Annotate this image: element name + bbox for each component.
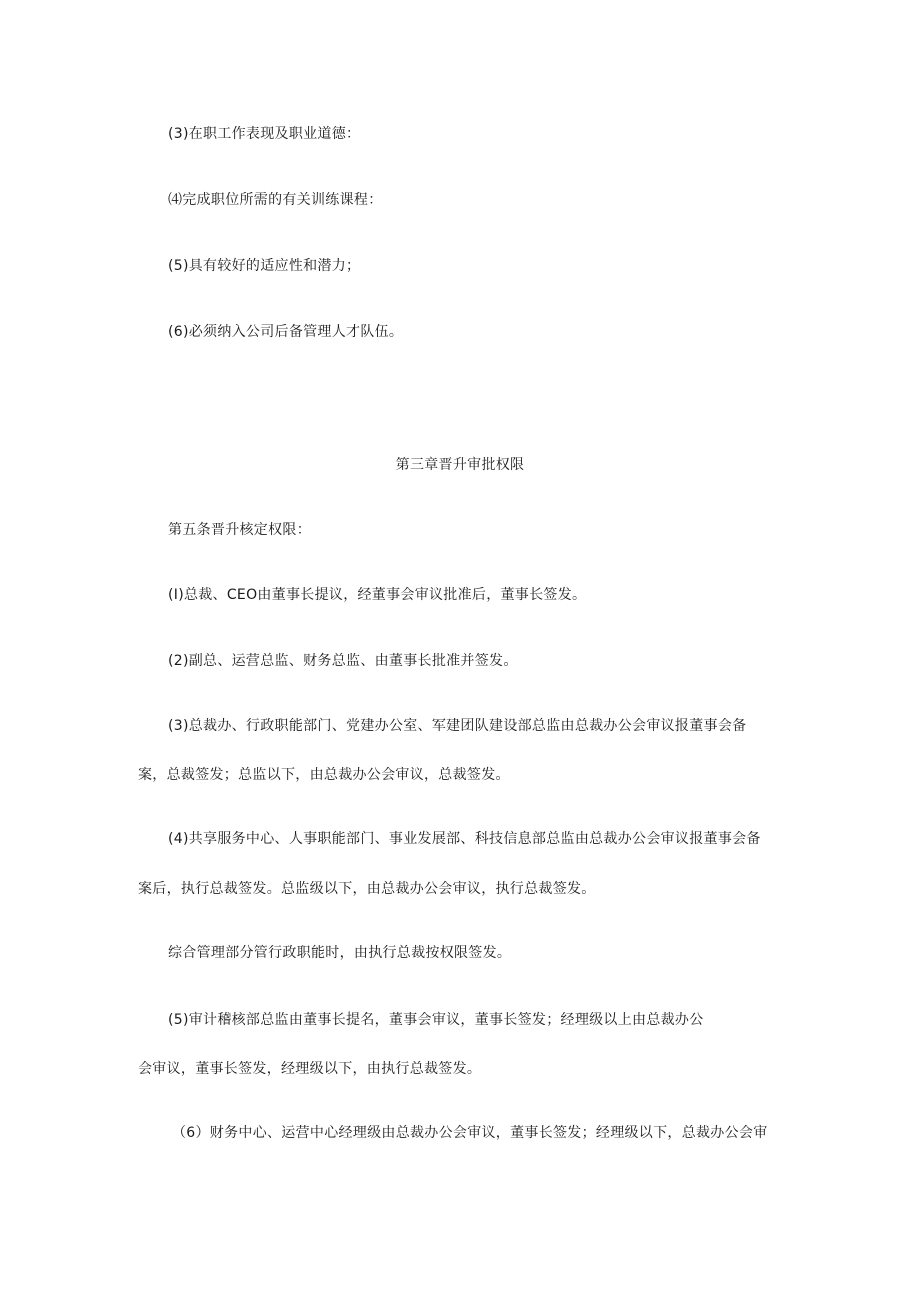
paragraph-line: (2)副总、运营总监、财务总监、由董事长批准并签发。 <box>168 653 518 669</box>
paragraph-line: (4)共享服务中心、人事职能部门、事业发展部、科技信息部总监由总裁办公会审议报董事会备 <box>168 831 761 847</box>
article-heading: 第五条晋升核定权限： <box>168 522 311 538</box>
list-item: (6)必须纳入公司后备管理人才队伍。 <box>168 324 404 340</box>
list-item: (3)在职工作表现及职业道德： <box>168 126 361 142</box>
list-item: ⑷完成职位所需的有关训练课程： <box>168 192 383 208</box>
paragraph-line: (3)总裁办、行政职能部门、党建办公室、军建团队建设部总监由总裁办公会审议报董事会备 <box>168 718 747 734</box>
paragraph-line: (I)总裁、CEO由董事长提议，经董事会审议批准后，董事长签发。 <box>168 587 587 603</box>
chapter-title: 第三章晋升审批权限 <box>395 457 525 473</box>
paragraph-line: 会审议，董事长签发，经理级以下，由执行总裁签发。 <box>138 1061 482 1077</box>
paragraph-line: 案后，执行总裁签发。总监级以下，由总裁办公会审议，执行总裁签发。 <box>138 881 596 897</box>
list-item: (5)具有较好的适应性和潜力； <box>168 258 361 274</box>
paragraph-line: 案，总裁签发；总监以下，由总裁办公会审议，总裁签发。 <box>138 767 510 783</box>
paragraph-line: （6）财务中心、运营中心经理级由总裁办公会审议，董事长签发；经理级以下，总裁办公会审 <box>172 1125 768 1141</box>
paragraph-line: 综合管理部分管行政职能时，由执行总裁按权限签发。 <box>168 945 512 961</box>
paragraph-line: (5)审计稽核部总监由董事长提名，董事会审议，董事长签发；经理级以上由总裁办公 <box>168 1012 704 1028</box>
